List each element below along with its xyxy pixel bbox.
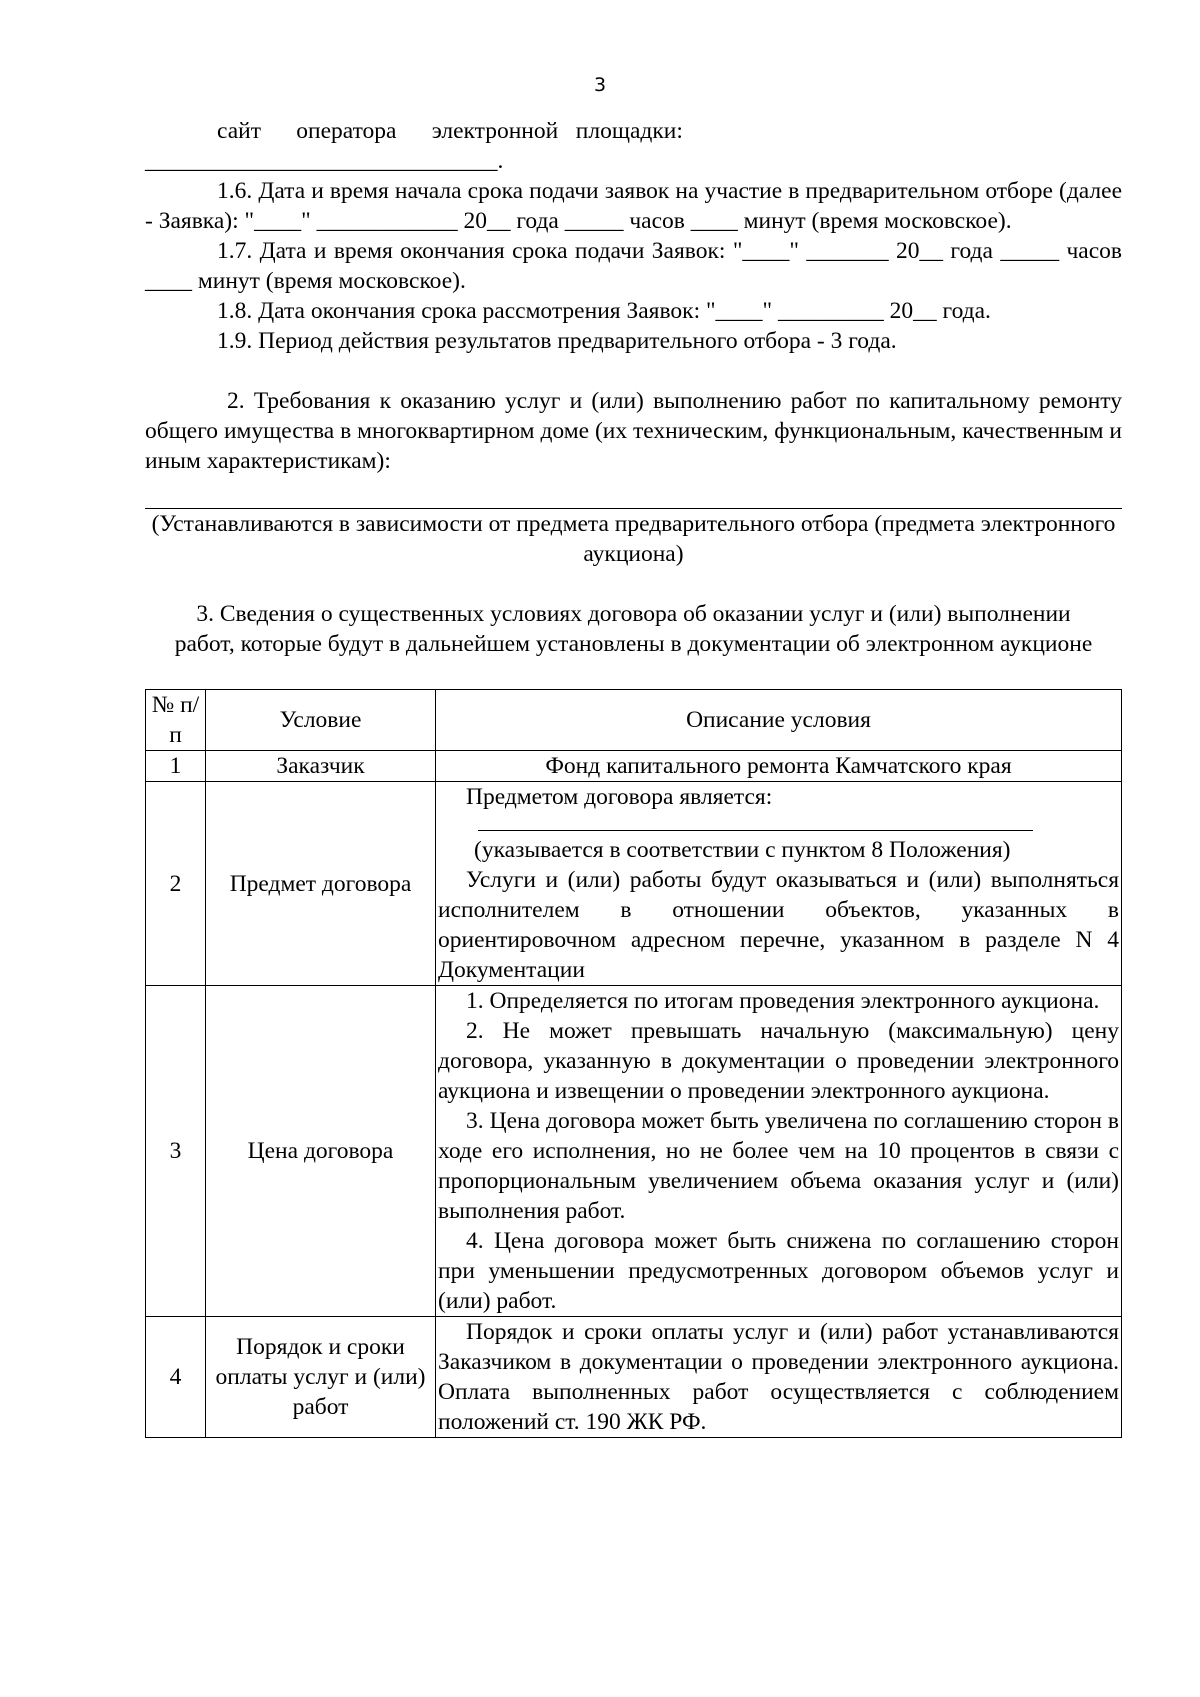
site-blank: ______________________________. [145,148,504,174]
price-para: 2. Не может превышать начальную (максимальную) цену договора, указанную в документации о проведении электронного аукциона и извещении о проведении электронного аукциона. [438,1018,1119,1104]
item-1-8: 1.8. Дата окончания срока рассмотрения Заявок: "____" _________ 20__ года. [217,298,991,324]
payment-text: Порядок и сроки оплаты услуг и (или) работ устанавливаются Заказчиком в документации о проведении электронного аукциона. Оплата выполненных работ осуществляется с соблюдением положений ст. 190 ЖК РФ. [438,1319,1119,1435]
table-header-row [146,690,1122,751]
section-2-text: 2. Требования к оказанию услуг и (или) выполнению работ по капитальному ремонту общего имущества в многоквартирном доме (их техническим, функциональным, качественным и иным характеристикам): [145,388,1122,474]
section-2-note: (Устанавливаются в зависимости от предмета предварительного отбора (предмета электронного аукциона) [151,511,1116,567]
section-2-blank-line [145,480,1122,509]
header-description: Описание условия [436,690,1122,751]
site-line: сайт оператора электронной площадки: [217,118,683,144]
item-1-9: 1.9. Период действия результатов предварительного отбора - 3 года. [217,328,897,354]
price-para: 4. Цена договора может быть снижена по соглашению сторон при уменьшении предусмотренных договором объемов услуг и (или) работ. [438,1228,1119,1314]
row-description [436,986,1122,1317]
row-condition: Цена договора [206,986,436,1317]
header-num: № п/п [146,690,206,751]
table-row [146,782,1122,986]
item-1-7: 1.7. Дата и время окончания срока подачи Заявок: "____" _______ 20__ года _____ часов ____ минут (время московское). [145,238,1122,294]
row-description: Фонд капитального ремонта Камчатского края [436,751,1122,782]
table-row [146,1317,1122,1438]
table-row [146,986,1122,1317]
table-row [146,751,1122,782]
row-description [436,782,1122,986]
subject-lead: Предметом договора является: [466,784,773,810]
price-para: 3. Цена договора может быть увеличена по соглашению сторон в ходе его исполнения, но не более чем на 10 процентов в связи с пропорциональным увеличением объема оказания услуг и (или) выполнения работ. [438,1108,1119,1224]
page-number: 3 [593,74,607,96]
row-condition: Заказчик [206,751,436,782]
row-num: 4 [146,1317,206,1438]
row-condition: Предмет договора [206,782,436,986]
subject-text: Услуги и (или) работы будут оказываться и (или) выполняться исполнителем в отношении объектов, указанных в ориентировочном адресном перечне, указанном в разделе N 4 Документации [438,867,1119,983]
subject-blank-line [478,830,1033,831]
price-para: 1. Определяется по итогам проведения электронного аукциона. [466,988,1100,1014]
item-1-6: 1.6. Дата и время начала срока подачи заявок на участие в предварительном отборе (далее - Заявка): "____" ____________ 20__ года _____ часов ____ минут (время московское). [145,178,1122,234]
section-3-heading: 3. Сведения о существенных условиях договора об оказании услуг и (или) выполнении работ, которые будут в дальнейшем установлены в документации об электронном аукционе [174,601,1093,657]
document-body [145,116,1122,1438]
row-description [436,1317,1122,1438]
row-num: 2 [146,782,206,986]
row-num: 1 [146,751,206,782]
subject-note: (указывается в соответствии с пунктом 8 Положения) [474,837,1011,863]
conditions-table [145,689,1122,1438]
header-condition: Условие [206,690,436,751]
row-num: 3 [146,986,206,1317]
row-condition: Порядок и сроки оплаты услуг и (или) работ [206,1317,436,1438]
